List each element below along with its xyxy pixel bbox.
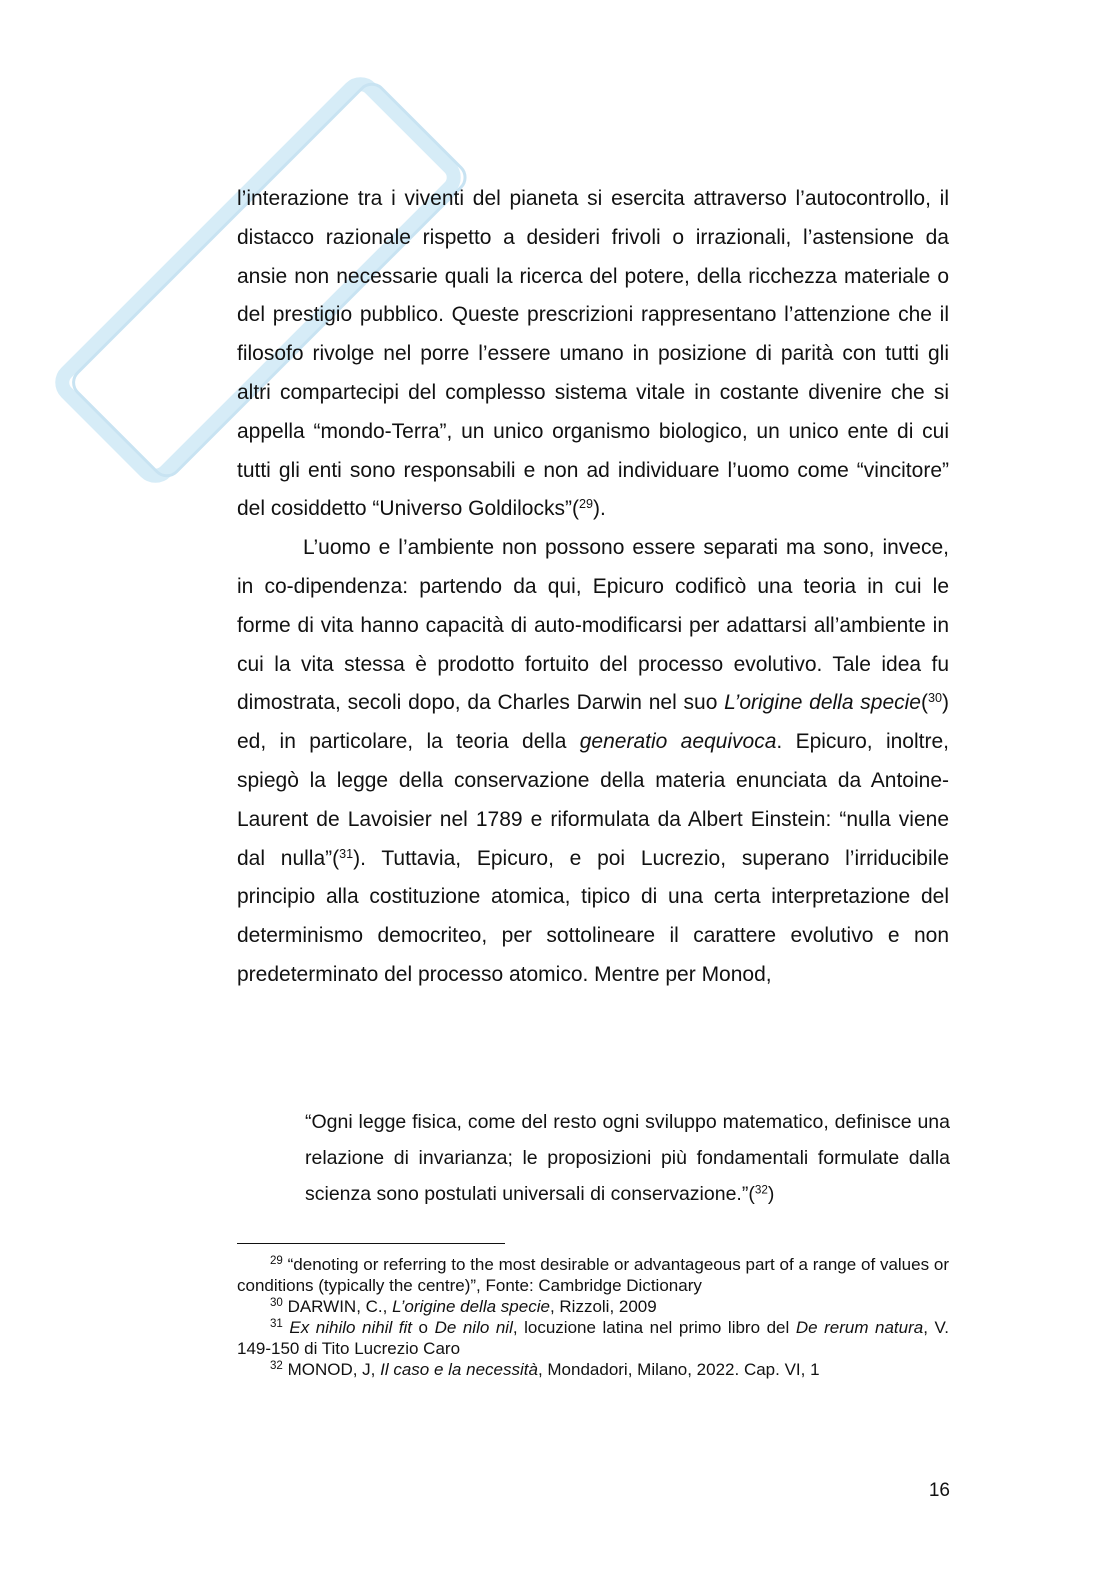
paragraph-1 [237,180,949,529]
paragraph-2-text-3: . Epicuro, inoltre, spiegò la legge della conservazione della materia enunciata da Antoine-Laurent de Lavoisier nel 1789 e riformulata da Albert Einstein: “nulla viene dal nulla”( [237,730,949,870]
paragraph-1-text: l’interazione tra i viventi del pianeta si esercita attraverso l’autocontrollo, il distacco razionale rispetto a desideri frivoli o irrazionali, l’astensione da ansie non necessarie quali la ricerca del potere, della ricchezza materiale o del prestigio pubblico. Queste prescrizioni rappresentano l’attenzione che il filosofo rivolge nel porre l’essere umano in posizione di parità con tutti gli altri compartecipi del complesso sistema vitale in costante divenire che si appella “mondo-Terra”, un unico organismo biologico, un unico ente di cui tutti gli enti sono responsabili e non ad individuare l’uomo come “vincitore” del cosiddetto “Universo Goldilocks”( [237,187,949,521]
footnote-31-latin-1: Ex nihilo nihil fit [289,1318,413,1337]
footnote-29-text: “denoting or referring to the most desirable or advantageous part of a range of values or conditions (typically the centre)”, Fonte: Cambridge Dictionary [237,1255,949,1295]
footnote-separator [237,1243,505,1244]
quote-body: “Ogni legge fisica, come del resto ogni sviluppo matematico, definisce una relazione di invarianza; le proposizioni più fondamentali formulate dalla scienza sono postulati universali di conservazione.”( [305,1111,950,1205]
block-quote [305,1104,950,1212]
footnote-30-publisher: , Rizzoli, 2009 [549,1297,657,1316]
footnote-30-number: 30 [270,1297,283,1310]
footnote-31-text-1: o [412,1318,435,1337]
paragraph-2-paren: ( [920,691,928,715]
footnote-31-latin-2: De nilo nil [434,1318,513,1337]
paragraph-2-text-4: ). Tuttavia, Epicuro, e poi Lucrezio, superano l’irriducibile principio alla costituzione atomica, tipico di una certa interpretazione del determinismo democriteo, per sottolineare il carattere evolutivo e non predeterminato del processo atomico. Mentre per Monod, [237,846,949,986]
footnote-29 [237,1254,949,1296]
footnote-32-publisher: , Mondadori, Milano, 2022. Cap. VI, 1 [537,1360,820,1379]
footnote-30 [237,1296,949,1317]
footnote-30-author: DARWIN, C., [282,1297,393,1316]
footnote-31-text-2: , locuzione latina nel primo libro del [512,1318,796,1337]
footnote-ref-32[interactable]: 32 [754,1183,768,1197]
footnote-32-number: 32 [270,1360,283,1373]
footnote-ref-31[interactable]: 31 [339,846,354,861]
paragraph-2 [237,529,949,995]
footnote-32-title: Il caso e la necessità [380,1360,538,1379]
paragraph-2-text-2: ) ed, in particolare, la teoria della [237,691,949,754]
quote-close: ) [767,1183,775,1205]
body-text [237,180,949,995]
footnote-30-title: L’origine della specie [392,1297,550,1316]
footnote-31-text-3: , V. 149-150 di Tito Lucrezio Caro [237,1318,949,1358]
footnote-ref-29[interactable]: 29 [578,497,593,512]
footnote-31-number: 31 [270,1318,283,1331]
book-title-origine: L’origine della specie [724,691,921,715]
footnote-32 [237,1359,949,1380]
footnotes [237,1254,949,1380]
term-generatio-aequivoca: generatio aequivoca [579,730,777,754]
footnote-32-author: MONOD, J, [282,1360,381,1379]
quote-text [305,1104,950,1212]
footnote-29-number: 29 [270,1255,283,1268]
paragraph-2-text: L’uomo e l’ambiente non possono essere separati ma sono, invece, in co-dipendenza: partendo da qui, Epicuro codificò una teoria in cui le forme di vita hanno capacità di auto-modificarsi per adattarsi all’ambiente in cui la vita stessa è prodotto fortuito del processo evolutivo. Tale idea fu dimostrata, secoli dopo, da Charles Darwin nel suo [237,536,949,715]
footnote-31-work-title: De rerum natura [795,1318,924,1337]
paragraph-1-text-end: ). [592,497,606,521]
footnote-31 [237,1317,949,1359]
page-number: 16 [928,1480,950,1501]
footnote-ref-30[interactable]: 30 [927,691,942,706]
